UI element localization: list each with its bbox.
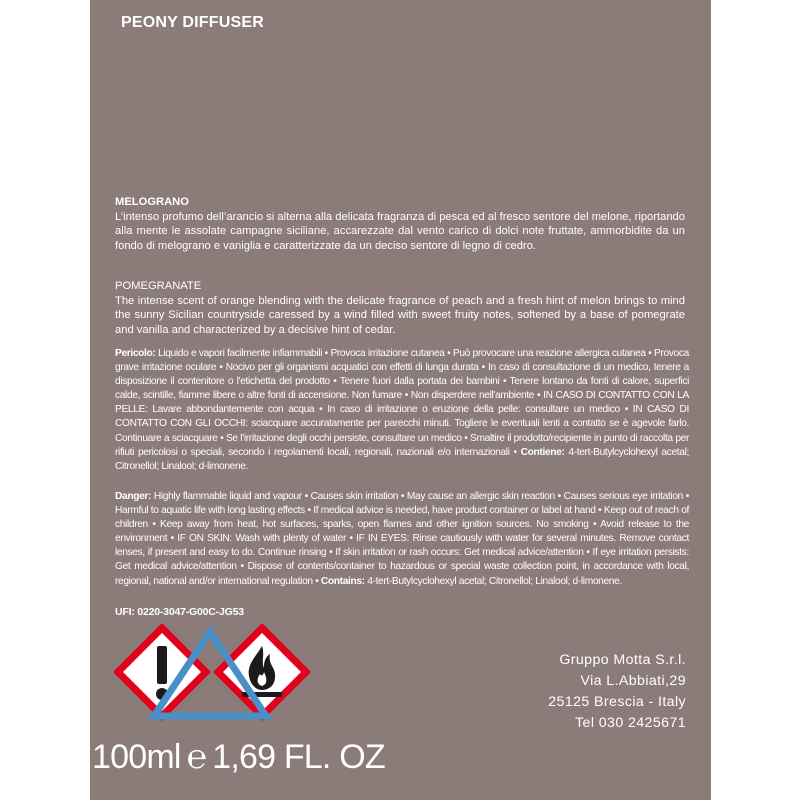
italian-description <box>115 195 685 253</box>
phone: Tel 030 2425671 <box>575 715 686 731</box>
estimated-sign-icon: ℮ <box>186 738 207 776</box>
volume-floz: 1,69 FL. OZ <box>212 738 385 776</box>
contiene-label: Contiene: <box>520 446 565 458</box>
pericolo-text: Liquido e vapori facilmente infiammabili • Provoca irritazione cutanea • Può provocare una reazione allergica cutanea • Provoca grave irritazione oculare • Nocivo per gli organismi acquatici con effetti di lunga durata • In caso di consultazione di un medico, tenere a disposizione il contenitore o l'etichetta del prodotto • Tenere fuori dalla portata dei bambini • Tenere lontano da fonti di calore, superfici calde, scintille, fiamme libere o altre fonti di accensione. Non fumare • Non disperdere nell'ambiente • IN CASO DI CONTATTO CON LA PELLE: Lavare abbondantemente con acqua • In caso di irritazione o eruzione della pelle: consultare un medico • IN CASO DI CONTATTO CON GLI OCCHI: sciacquare accuratamente per parecchi minuti. Togliere le eventuali lenti a contatto se è agevole farlo. Continuare a sciacquare • Se l'irritazione degli occhi persiste, consultare un medico • Smaltire il prodotto/recipiente in punto di raccolta per rifiuti pericolosi o speciali, secondo i regolamenti locali, regionali, nazionali e/o internazionali • <box>115 348 689 458</box>
ufi-code: UFI: 0220-3047-G00C-JG53 <box>115 606 244 618</box>
contiene-text: 4-tert-Butylcyclohexyl acetal; Citronellol; Linalool; d-limonene. <box>115 446 689 472</box>
company-name: Gruppo Motta S.r.l. <box>559 652 686 668</box>
street: Via L.Abbiati,29 <box>580 673 686 689</box>
volume-ml: 100ml <box>92 738 181 776</box>
contains-text: 4-tert-Butylcyclohexyl acetal; Citronellol; Linalool; d-limonene. <box>364 575 622 587</box>
volume <box>92 738 385 777</box>
product-title: PEONY DIFFUSER <box>121 14 264 31</box>
danger-text: Highly flammable liquid and vapour • Causes skin irritation • May cause an allergic skin reaction • Causes serious eye irritation • Harmful to aquatic life with long lasting effects • If medical advice is needed, have product container or label at hand • Keep out of reach of children • Keep away from heat, hot surfaces, sparks, open flames and other ignition sources. No smoking • Avoid release to the environment • IF ON SKIN: Wash with plenty of water • IF IN EYES: Rinse cautiously with water for several minutes. Remove contact lenses, if present and easy to do. Continue rinsing • If skin irritation or rash occurs: Get medical advice/attention • If eye irritation persists: Get medical advice/attention • Dispose of contents/container to hazardous or special waste collection point, in accordance with local, regional, national and/or international regulation • <box>115 491 689 587</box>
english-text: The intense scent of orange blending with the delicate fragrance of peach and a fresh hint of melon brings to mind the sunny Sicilian countryside caressed by a wind filled with sweet fruity notes, softened by a base of pomegrate and vanilla and characterized by a decisive hint of cedar. <box>115 294 685 336</box>
city: 25125 Brescia - Italy <box>548 694 686 710</box>
flame-icon <box>218 628 306 716</box>
hazard-pictograms <box>114 624 314 724</box>
italian-text: L’intenso profumo dell’arancio si alterna alla delicata fragranza di pesca ed al fresco sentore del melone, riportando alla mente le assolate campagne siciliane, accarezzate dal vento carico di dolci note fruttate, ammorbidite da un fondo di melograno e vaniglia e caratterizzate da un deciso sentore di legno di cedro. <box>115 210 685 252</box>
contains-label: Contains: <box>320 575 365 587</box>
english-description <box>115 279 685 337</box>
product-label <box>90 0 711 800</box>
pericolo-label: Pericolo: <box>115 348 156 359</box>
english-hazard-statements <box>115 490 689 589</box>
italian-heading: MELOGRANO <box>115 196 189 208</box>
english-heading: POMEGRANATE <box>115 280 202 292</box>
italian-hazard-statements <box>115 347 689 474</box>
manufacturer-address <box>548 650 686 734</box>
danger-label: Danger: <box>115 491 152 502</box>
